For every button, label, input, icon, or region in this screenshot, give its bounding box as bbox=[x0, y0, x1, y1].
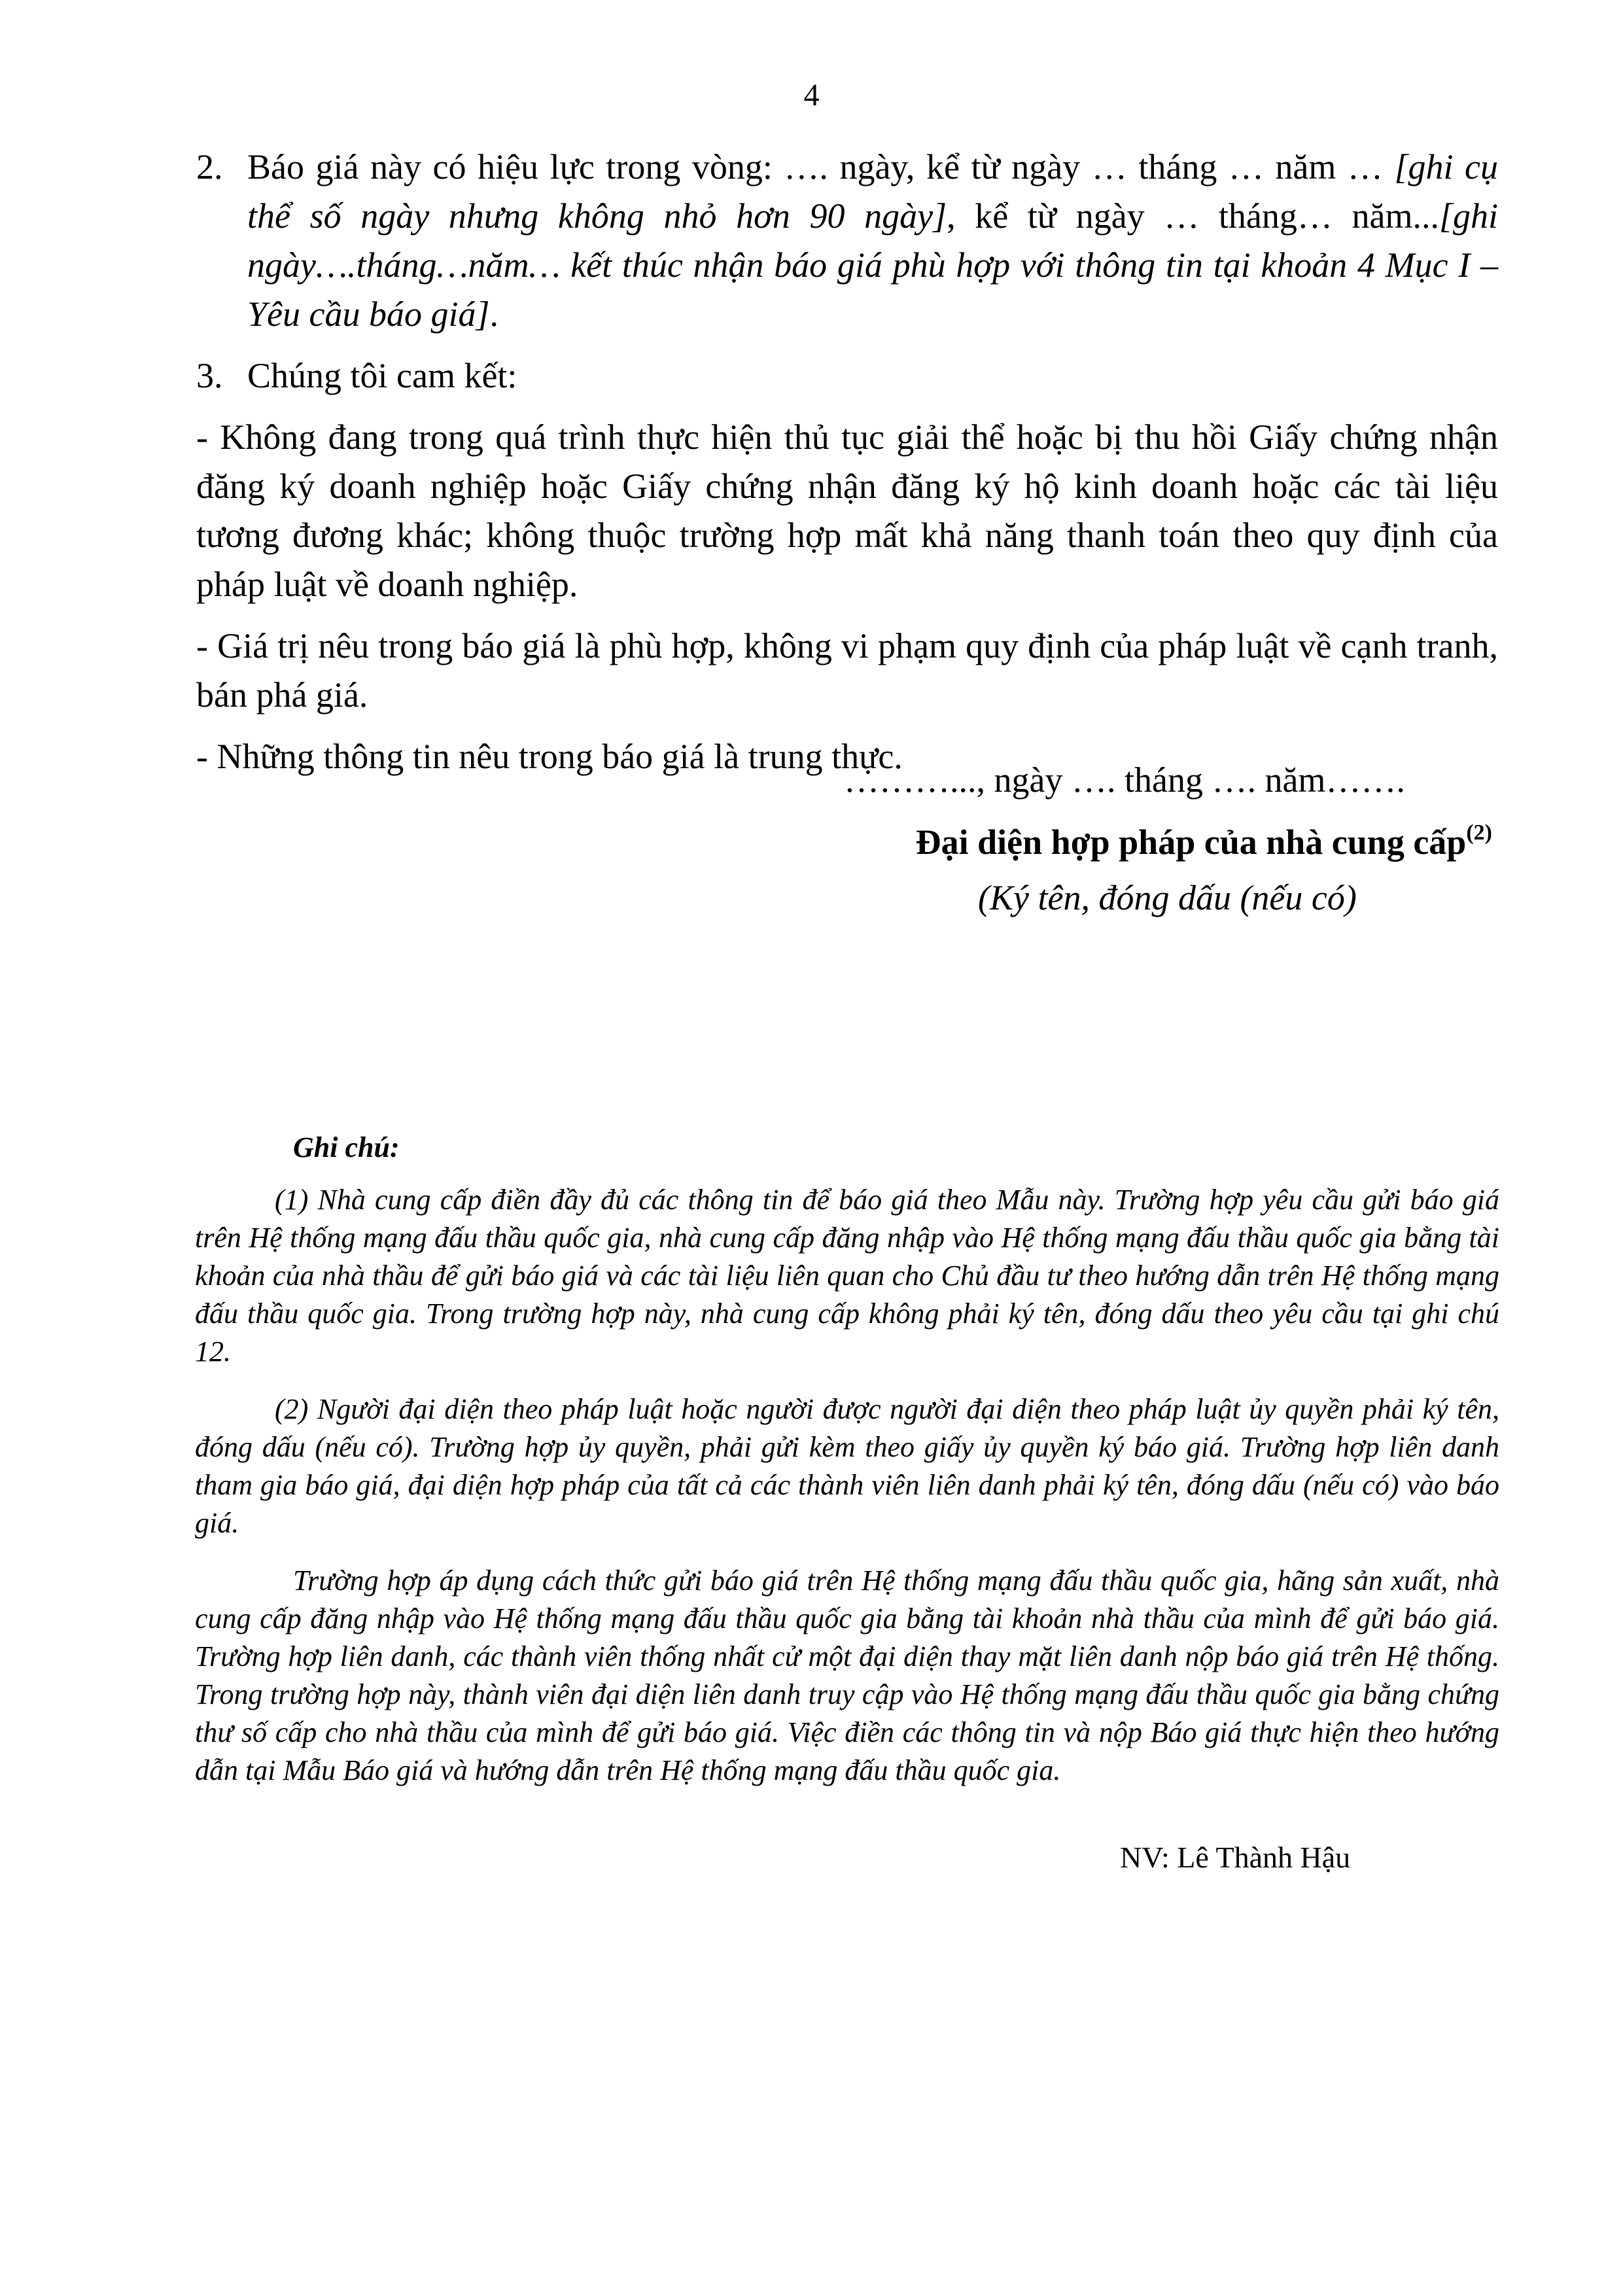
list-text: Chúng tôi cam kết: bbox=[247, 356, 517, 395]
validity-instruction: [ghi cụ thể số ngày nhưng không nhỏ hơn 90 ngày] bbox=[247, 147, 1498, 236]
list-item-2 bbox=[196, 143, 1498, 339]
page-number: 4 bbox=[803, 78, 820, 113]
commitment-paragraph: - Giá trị nêu trong báo giá là phù hợp, không vi phạm quy định của pháp luật về cạnh tranh, bán phá giá. bbox=[196, 626, 1498, 715]
validity-text-2: , kể từ ngày … tháng… năm... bbox=[947, 196, 1439, 236]
list-number: 3. bbox=[196, 356, 223, 395]
notes-title: Ghi chú: bbox=[293, 1131, 400, 1163]
list-item-3 bbox=[196, 351, 1498, 400]
author-name: NV: Lê Thành Hậu bbox=[1120, 1841, 1351, 1874]
note-paragraph: (2) Người đại diện theo pháp luật hoặc người được người đại diện theo pháp luật ủy quyền phải ký tên, đóng dấu (nếu có). Trường hợp ủy quyền, phải gửi kèm theo giấy ủy quyền ký báo giá. Trường hợp liên danh tham gia báo giá, đại diện hợp pháp của tất cả các thành viên liên danh phải ký tên, đóng dấu (nếu có) vào báo giá. bbox=[195, 1393, 1499, 1539]
signature-note: (Ký tên, đóng dấu (nếu có) bbox=[978, 878, 1357, 917]
signature-footnote-ref: (2) bbox=[1466, 821, 1492, 845]
signature-title-text: Đại diện hợp pháp của nhà cung cấp bbox=[915, 822, 1467, 862]
document-body bbox=[196, 143, 1498, 781]
signature-date-line: ………..., ngày …. tháng …. năm……. bbox=[844, 760, 1405, 800]
commitment-paragraph: - Những thông tin nêu trong báo giá là trung thực. bbox=[196, 737, 903, 776]
validity-text: Báo giá này có hiệu lực trong vòng: …. ngày, kể từ ngày … tháng … năm … bbox=[247, 147, 1395, 186]
validity-text-end: . bbox=[489, 294, 498, 334]
notes-section bbox=[195, 1129, 1499, 1809]
signature-title bbox=[916, 818, 1492, 867]
commitment-paragraph: - Không đang trong quá trình thực hiện thủ tục giải thể hoặc bị thu hồi Giấy chứng nhận đăng ký doanh nghiệp hoặc Giấy chứng nhận đăng ký hộ kinh doanh hoặc các tài liệu tương đương khác; không thuộc trường hợp mất khả năng thanh toán theo quy định của pháp luật về doanh nghiệp. bbox=[196, 417, 1498, 604]
note-paragraph: Trường hợp áp dụng cách thức gửi báo giá trên Hệ thống mạng đấu thầu quốc gia, hãng sản xuất, nhà cung cấp đăng nhập vào Hệ thống mạng đấu thầu quốc gia bằng tài khoản nhà thầu của mình để gửi báo giá. Trường hợp liên danh, các thành viên thống nhất cử một đại diện thay mặt liên danh nộp báo giá trên Hệ thống. Trong trường hợp này, thành viên đại diện liên danh truy cập vào Hệ thống mạng đấu thầu quốc gia bằng chứng thư số cấp cho nhà thầu của mình để gửi báo giá. Việc điền các thông tin và nộp Báo giá thực hiện theo hướng dẫn tại Mẫu Báo giá và hướng dẫn trên Hệ thống mạng đấu thầu quốc gia. bbox=[195, 1564, 1499, 1786]
note-paragraph: (1) Nhà cung cấp điền đầy đủ các thông tin để báo giá theo Mẫu này. Trường hợp yêu cầu gửi báo giá trên Hệ thống mạng đấu thầu quốc gia, nhà cung cấp đăng nhập vào Hệ thống mạng đấu thầu quốc gia bằng tài khoản của nhà thầu để gửi báo giá và các tài liệu liên quan cho Chủ đầu tư theo hướng dẫn trên Hệ thống mạng đấu thầu quốc gia. Trong trường hợp này, nhà cung cấp không phải ký tên, đóng dấu theo yêu cầu tại ghi chú 12. bbox=[195, 1184, 1499, 1368]
list-number: 2. bbox=[196, 147, 223, 186]
list-text bbox=[247, 143, 1498, 339]
validity-instruction-2: [ghi ngày….tháng…năm… kết thúc nhận báo giá phù hợp với thông tin tại khoản 4 Mục I – Yêu cầu báo giá] bbox=[247, 196, 1498, 334]
